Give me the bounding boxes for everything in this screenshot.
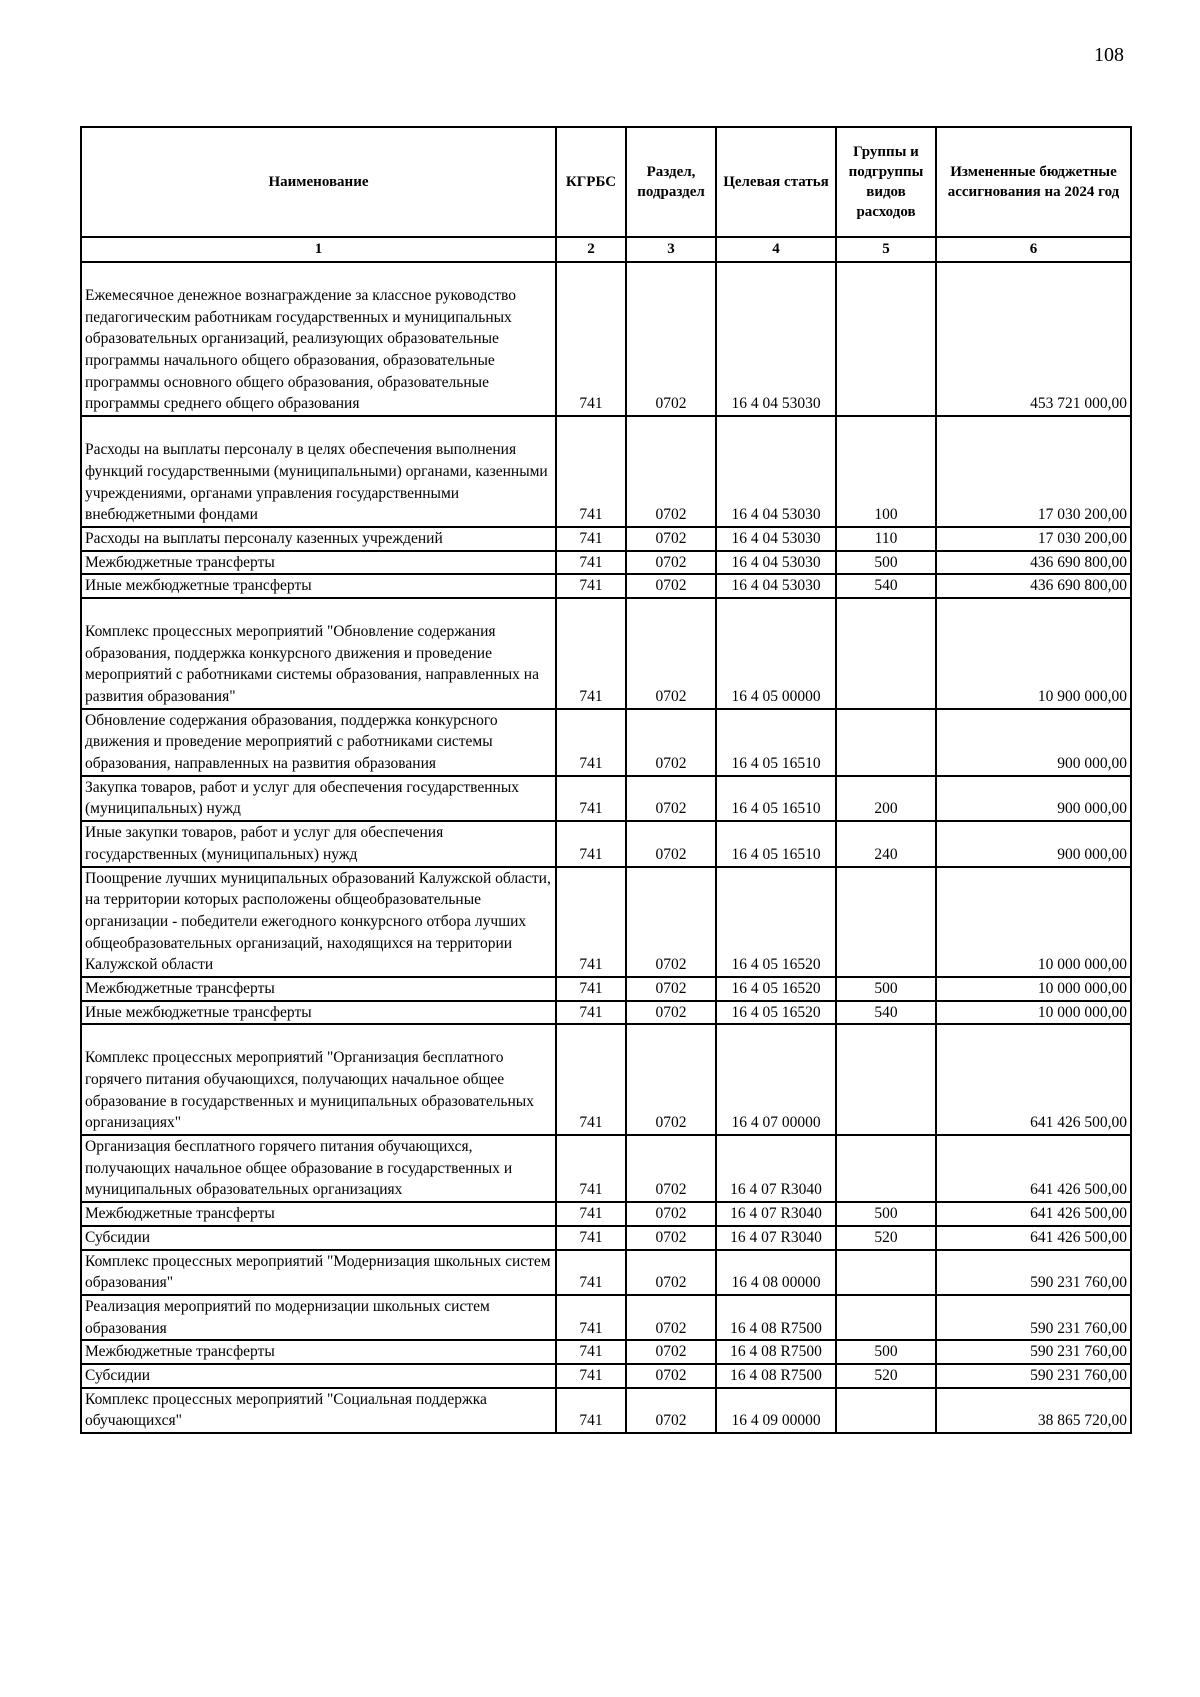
row-section: 0702: [626, 551, 716, 575]
table-row: [81, 1388, 1131, 1433]
row-amount: 10 000 000,00: [936, 1001, 1131, 1025]
header-name: Наименование: [81, 127, 556, 237]
row-section: 0702: [626, 709, 716, 776]
table-row: [81, 598, 1131, 709]
row-name: Организация бесплатного горячего питания обучающихся, получающих начальное общее образование в государственных и муниципальных образовательных организациях: [81, 1135, 556, 1202]
row-amount: 453 721 000,00: [936, 262, 1131, 416]
row-target: 16 4 04 53030: [716, 416, 836, 527]
row-section: 0702: [626, 574, 716, 598]
row-kgrbs: 741: [556, 1340, 626, 1364]
row-name: Поощрение лучших муниципальных образований Калужской области, на территории которых расположены общеобразовательные организации - победители ежегодного конкурсного отбора лучших общеобразовательных организаций, находящихся на территории Калужской области: [81, 867, 556, 977]
row-kgrbs: 741: [556, 1226, 626, 1250]
header-kgrbs: КГРБС: [556, 127, 626, 237]
row-group: 500: [836, 551, 936, 575]
row-group: [836, 1135, 936, 1202]
row-name: Комплекс процессных мероприятий "Модернизация школьных систем образования": [81, 1250, 556, 1295]
row-target: 16 4 07 00000: [716, 1024, 836, 1135]
row-section: 0702: [626, 1250, 716, 1295]
row-name: Межбюджетные трансферты: [81, 1340, 556, 1364]
row-group: [836, 598, 936, 709]
row-group: 540: [836, 1001, 936, 1025]
row-target: 16 4 05 16510: [716, 776, 836, 821]
table-row: [81, 1226, 1131, 1250]
table-row: [81, 574, 1131, 598]
row-amount: 590 231 760,00: [936, 1340, 1131, 1364]
row-amount: 10 000 000,00: [936, 977, 1131, 1001]
row-target: 16 4 05 16520: [716, 1001, 836, 1025]
row-amount: 641 426 500,00: [936, 1202, 1131, 1226]
row-target: 16 4 05 16520: [716, 867, 836, 977]
column-number-row: [81, 237, 1131, 262]
page-number: 108: [1094, 44, 1124, 66]
row-name: Иные межбюджетные трансферты: [81, 574, 556, 598]
row-section: 0702: [626, 527, 716, 551]
header-groups: Группы и подгруппы видов расходов: [836, 127, 936, 237]
row-group: 540: [836, 574, 936, 598]
table-row: [81, 1295, 1131, 1340]
row-amount: 900 000,00: [936, 776, 1131, 821]
column-number: 1: [81, 237, 556, 262]
row-amount: 900 000,00: [936, 709, 1131, 776]
row-amount: 38 865 720,00: [936, 1388, 1131, 1433]
row-section: 0702: [626, 977, 716, 1001]
row-amount: 10 000 000,00: [936, 867, 1131, 977]
row-section: 0702: [626, 1388, 716, 1433]
row-amount: 436 690 800,00: [936, 551, 1131, 575]
row-amount: 900 000,00: [936, 821, 1131, 866]
row-target: 16 4 07 R3040: [716, 1226, 836, 1250]
table-row: [81, 776, 1131, 821]
row-amount: 641 426 500,00: [936, 1024, 1131, 1135]
row-kgrbs: 741: [556, 1250, 626, 1295]
row-target: 16 4 05 00000: [716, 598, 836, 709]
row-kgrbs: 741: [556, 1364, 626, 1388]
table-row: [81, 1250, 1131, 1295]
row-target: 16 4 07 R3040: [716, 1135, 836, 1202]
row-group: [836, 1024, 936, 1135]
table-row: [81, 1024, 1131, 1135]
row-name: Иные межбюджетные трансферты: [81, 1001, 556, 1025]
row-target: 16 4 05 16510: [716, 821, 836, 866]
row-section: 0702: [626, 1364, 716, 1388]
row-section: 0702: [626, 867, 716, 977]
table-row: [81, 1340, 1131, 1364]
row-group: [836, 262, 936, 416]
table-row: [81, 977, 1131, 1001]
column-number: 3: [626, 237, 716, 262]
table-row: [81, 551, 1131, 575]
row-name: Межбюджетные трансферты: [81, 1202, 556, 1226]
row-group: 100: [836, 416, 936, 527]
header-target: Целевая статья: [716, 127, 836, 237]
row-section: 0702: [626, 1340, 716, 1364]
row-group: [836, 1250, 936, 1295]
row-amount: 641 426 500,00: [936, 1135, 1131, 1202]
row-group: 520: [836, 1226, 936, 1250]
row-group: 240: [836, 821, 936, 866]
table-row: [81, 527, 1131, 551]
row-kgrbs: 741: [556, 1202, 626, 1226]
row-kgrbs: 741: [556, 1388, 626, 1433]
row-group: [836, 867, 936, 977]
row-section: 0702: [626, 1024, 716, 1135]
row-amount: 590 231 760,00: [936, 1364, 1131, 1388]
header-amount: Измененные бюджетные ассигнования на 2024 год: [936, 127, 1131, 237]
row-amount: 436 690 800,00: [936, 574, 1131, 598]
row-name: Субсидии: [81, 1364, 556, 1388]
row-target: 16 4 09 00000: [716, 1388, 836, 1433]
row-kgrbs: 741: [556, 1295, 626, 1340]
row-name: Комплекс процессных мероприятий "Социальная поддержка обучающихся": [81, 1388, 556, 1433]
row-target: 16 4 04 53030: [716, 574, 836, 598]
row-target: 16 4 04 53030: [716, 262, 836, 416]
row-section: 0702: [626, 1135, 716, 1202]
row-group: 500: [836, 977, 936, 1001]
row-group: [836, 709, 936, 776]
row-kgrbs: 741: [556, 821, 626, 866]
row-kgrbs: 741: [556, 551, 626, 575]
header-section: Раздел, подраздел: [626, 127, 716, 237]
row-amount: 590 231 760,00: [936, 1295, 1131, 1340]
row-group: [836, 1295, 936, 1340]
row-target: 16 4 07 R3040: [716, 1202, 836, 1226]
row-kgrbs: 741: [556, 1001, 626, 1025]
row-section: 0702: [626, 821, 716, 866]
row-target: 16 4 08 00000: [716, 1250, 836, 1295]
row-section: 0702: [626, 1226, 716, 1250]
row-kgrbs: 741: [556, 709, 626, 776]
row-section: 0702: [626, 776, 716, 821]
table-row: [81, 1364, 1131, 1388]
table-row: [81, 709, 1131, 776]
column-number: 6: [936, 237, 1131, 262]
row-group: 500: [836, 1340, 936, 1364]
row-section: 0702: [626, 416, 716, 527]
row-kgrbs: 741: [556, 867, 626, 977]
row-kgrbs: 741: [556, 1135, 626, 1202]
column-number: 2: [556, 237, 626, 262]
header-row: [81, 127, 1131, 237]
table-row: [81, 262, 1131, 416]
row-name: Комплекс процессных мероприятий "Организация бесплатного горячего питания обучающихся, получающих начальное общее образование в государственных и муниципальных образовательных организациях": [81, 1024, 556, 1135]
row-target: 16 4 08 R7500: [716, 1340, 836, 1364]
row-kgrbs: 741: [556, 1024, 626, 1135]
row-name: Межбюджетные трансферты: [81, 977, 556, 1001]
row-target: 16 4 08 R7500: [716, 1295, 836, 1340]
row-amount: 17 030 200,00: [936, 527, 1131, 551]
table-row: [81, 821, 1131, 866]
row-amount: 590 231 760,00: [936, 1250, 1131, 1295]
row-target: 16 4 04 53030: [716, 551, 836, 575]
row-name: Комплекс процессных мероприятий "Обновление содержания образования, поддержка конкурсного движения и проведение мероприятий с работниками системы образования, направленных на развития образования": [81, 598, 556, 709]
table-row: [81, 867, 1131, 977]
row-target: 16 4 04 53030: [716, 527, 836, 551]
row-target: 16 4 08 R7500: [716, 1364, 836, 1388]
row-kgrbs: 741: [556, 977, 626, 1001]
row-amount: 10 900 000,00: [936, 598, 1131, 709]
row-amount: 641 426 500,00: [936, 1226, 1131, 1250]
table-row: [81, 1001, 1131, 1025]
row-amount: 17 030 200,00: [936, 416, 1131, 527]
table-row: [81, 1202, 1131, 1226]
budget-table: [80, 126, 1132, 1434]
row-target: 16 4 05 16510: [716, 709, 836, 776]
row-section: 0702: [626, 262, 716, 416]
row-target: 16 4 05 16520: [716, 977, 836, 1001]
row-kgrbs: 741: [556, 598, 626, 709]
column-number: 4: [716, 237, 836, 262]
row-kgrbs: 741: [556, 262, 626, 416]
row-group: 110: [836, 527, 936, 551]
row-kgrbs: 741: [556, 574, 626, 598]
row-name: Закупка товаров, работ и услуг для обеспечения государственных (муниципальных) нужд: [81, 776, 556, 821]
row-name: Обновление содержания образования, поддержка конкурсного движения и проведение мероприятий с работниками системы образования, направленных на развития образования: [81, 709, 556, 776]
row-name: Расходы на выплаты персоналу казенных учреждений: [81, 527, 556, 551]
row-section: 0702: [626, 1295, 716, 1340]
row-name: Межбюджетные трансферты: [81, 551, 556, 575]
row-group: 200: [836, 776, 936, 821]
row-section: 0702: [626, 598, 716, 709]
column-number: 5: [836, 237, 936, 262]
table-row: [81, 1135, 1131, 1202]
row-kgrbs: 741: [556, 527, 626, 551]
row-kgrbs: 741: [556, 416, 626, 527]
row-section: 0702: [626, 1202, 716, 1226]
row-name: Ежемесячное денежное вознаграждение за классное руководство педагогическим работникам государственных и муниципальных образовательных организаций, реализующих образовательные программы начального общего образования, образовательные программы основного общего образования, образовательные программы среднего общего образования: [81, 262, 556, 416]
table-row: [81, 416, 1131, 527]
row-group: [836, 1388, 936, 1433]
row-group: 520: [836, 1364, 936, 1388]
row-name: Расходы на выплаты персоналу в целях обеспечения выполнения функций государственными (муниципальными) органами, казенными учреждениями, органами управления государственными внебюджетными фондами: [81, 416, 556, 527]
row-group: 500: [836, 1202, 936, 1226]
row-name: Реализация мероприятий по модернизации школьных систем образования: [81, 1295, 556, 1340]
row-name: Иные закупки товаров, работ и услуг для обеспечения государственных (муниципальных) нужд: [81, 821, 556, 866]
row-kgrbs: 741: [556, 776, 626, 821]
row-section: 0702: [626, 1001, 716, 1025]
row-name: Субсидии: [81, 1226, 556, 1250]
